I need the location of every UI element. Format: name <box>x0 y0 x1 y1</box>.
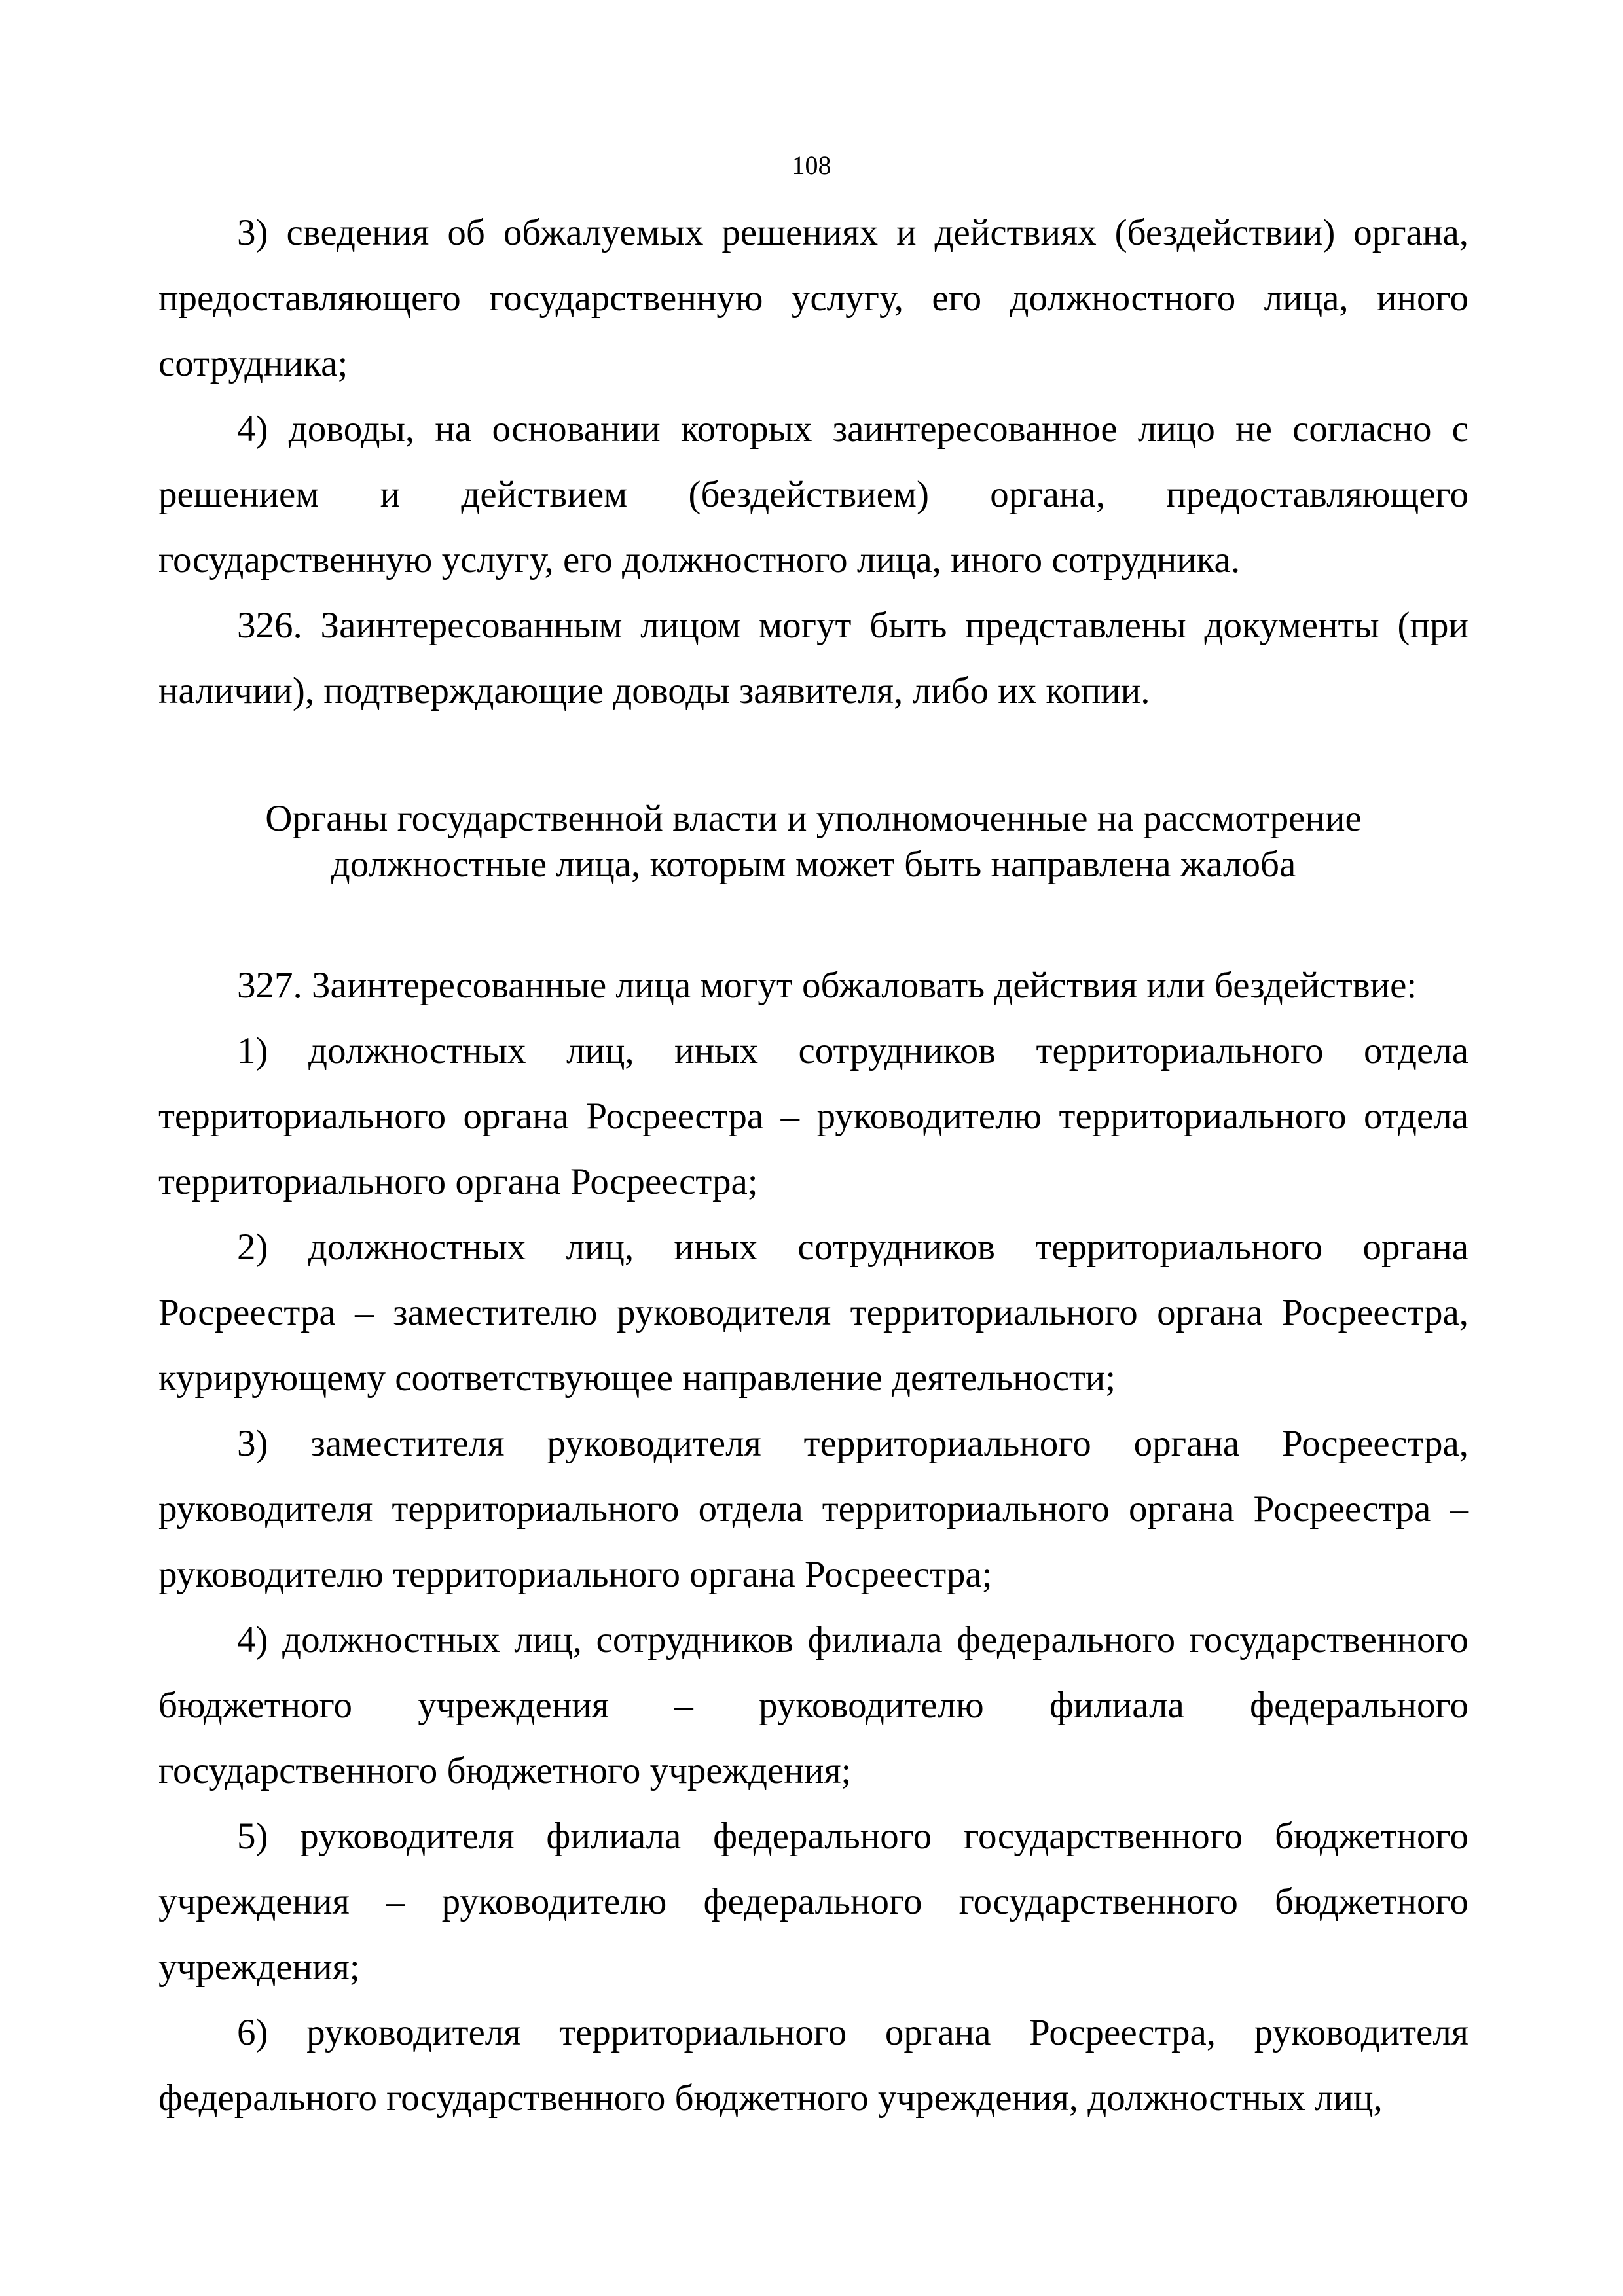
section-heading <box>158 796 1468 888</box>
paragraph-326: 326. Заинтересованным лицом могут быть представлены документы (при наличии), подтверждающие доводы заявителя, либо их копии. <box>158 605 1468 711</box>
paragraph-item-3-details: 3) сведения об обжалуемых решениях и действиях (бездействии) органа, предоставляющего государственную услугу, его должностного лица, иного сотрудника; <box>158 212 1468 384</box>
list-item-4: 4) должностных лиц, сотрудников филиала федерального государственного бюджетного учреждения – руководителю филиала федерального государственного бюджетного учреждения; <box>158 1619 1468 1791</box>
list-item-2: 2) должностных лиц, иных сотрудников территориального органа Росреестра – заместителю руководителя территориального органа Росреестра, курирующему соответствующее направление деятельности; <box>158 1227 1468 1399</box>
section-heading-line-2: должностные лица, которым может быть направлена жалоба <box>331 844 1296 885</box>
list-item-3: 3) заместителя руководителя территориального органа Росреестра, руководителя территориального отдела территориального органа Росреестра – руководителю территориального органа Росреестра; <box>158 1423 1468 1595</box>
document-body <box>158 200 1468 2131</box>
paragraph-327: 327. Заинтересованные лица могут обжаловать действия или бездействие: <box>237 965 1417 1006</box>
section-heading-line-1: Органы государственной власти и уполномоченные на рассмотрение <box>265 798 1362 839</box>
paragraph-item-4-arguments: 4) доводы, на основании которых заинтересованное лицо не согласно с решением и действием (бездействием) органа, предоставляющего государственную услугу, его должностного лица, иного сотрудника. <box>158 408 1468 581</box>
list-item-5: 5) руководителя филиала федерального государственного бюджетного учреждения – руководителю федерального государственного бюджетного учреждения; <box>158 1816 1468 1988</box>
list-item-1: 1) должностных лиц, иных сотрудников территориального отдела территориального органа Росреестра – руководителю территориального отдела территориального органа Росреестра; <box>158 1030 1468 1202</box>
page-number: 108 <box>792 151 831 180</box>
list-item-6: 6) руководителя территориального органа Росреестра, руководителя федерального государственного бюджетного учреждения, должностных лиц, <box>158 2012 1468 2119</box>
